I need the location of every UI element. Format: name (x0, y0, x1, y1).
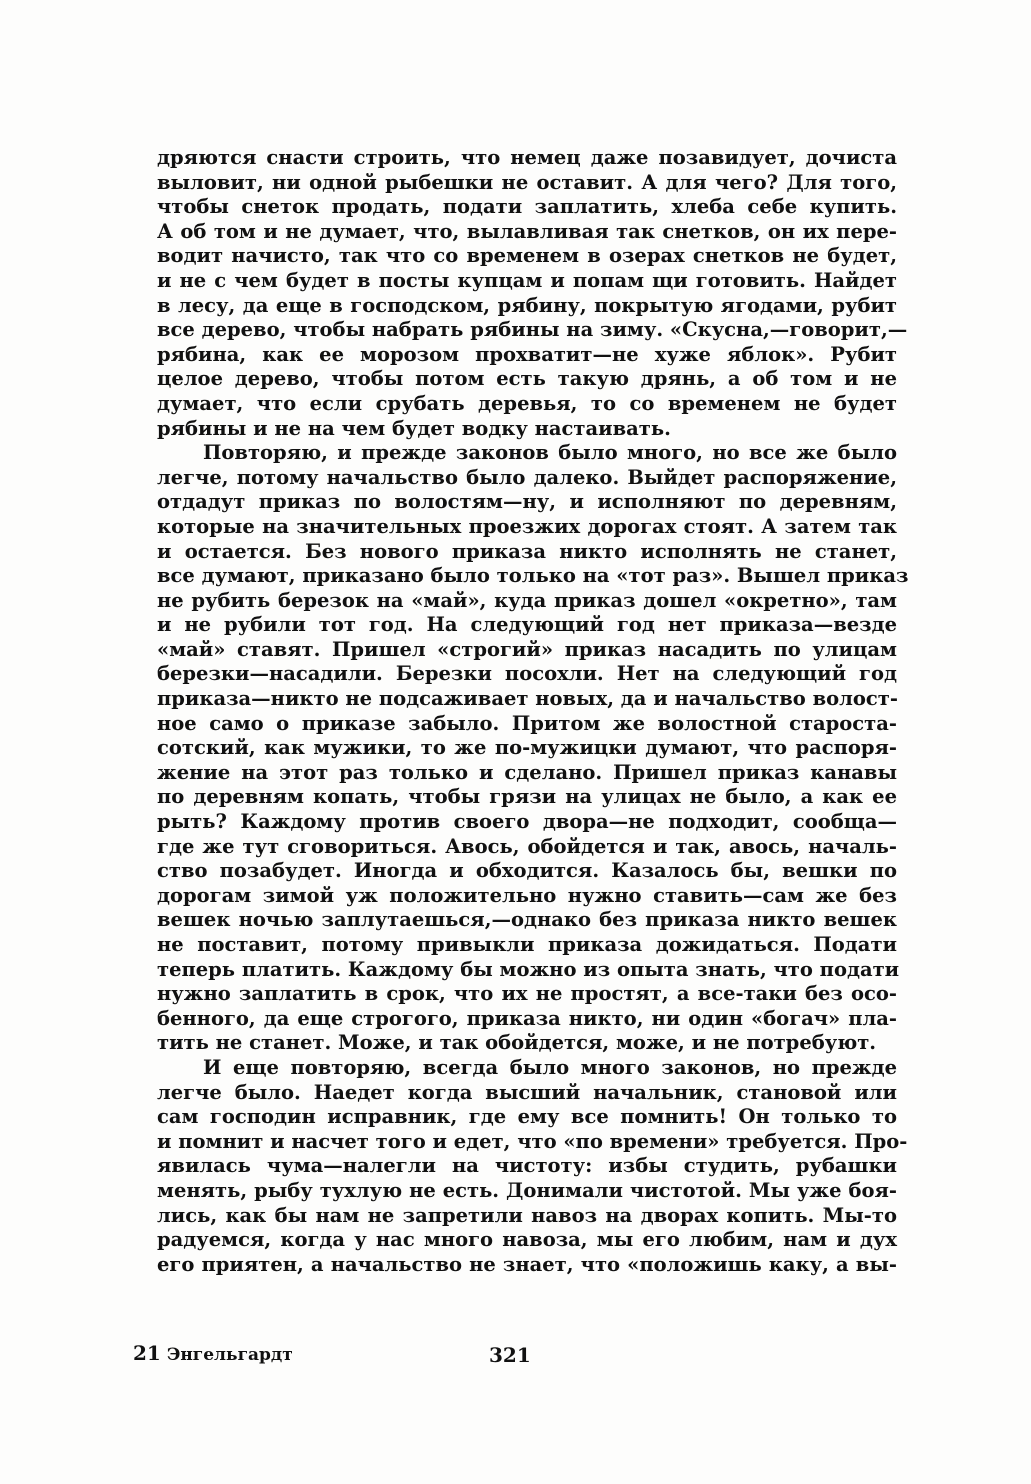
text-line: Повторяю, и прежде законов было много, но все же было (203, 441, 897, 465)
text-line: и не рубили тот год. На следующий год нет приказа—везде (157, 613, 897, 637)
text-line: водит начисто, так что со временем в озерах снетков не будет, (157, 244, 897, 268)
text-line: нужно заплатить в срок, что их не простят, а все-таки без осо- (157, 982, 897, 1006)
text-line: и не с чем будет в посты купцам и попам щи готовить. Найдет (157, 268, 897, 292)
text-line: вешек ночью заплутаешься,—однако без приказа никто вешек (157, 908, 897, 932)
text-line: и остается. Без нового приказа никто исполнять не станет, (157, 539, 897, 563)
page-footer (0, 1340, 1031, 1370)
text-line: сотский, как мужики, то же по-мужицки думают, что распоря- (157, 736, 897, 760)
text-line: менять, рыбу тухлую не есть. Донимали чистотой. Мы уже боя- (157, 1178, 897, 1202)
text-line: легче, потому начальство было далеко. Выйдет распоряжение, (157, 465, 897, 489)
page-number: 321 (489, 1343, 531, 1367)
text-line: лись, как бы нам не запретили навоз на дворах копить. Мы-то (157, 1203, 897, 1227)
text-line: жение на этот раз только и сделано. Пришел приказ канавы (157, 760, 897, 784)
text-line: чтобы снеток продать, подати заплатить, хлеба себе купить. (157, 195, 897, 219)
text-line: радуемся, когда у нас много навоза, мы его любим, нам и дух (157, 1228, 897, 1252)
text-line: думает, что если срубать деревья, то со временем не будет (157, 391, 897, 415)
text-line: где же тут сговориться. Авось, обойдется и так, авось, началь- (157, 834, 897, 858)
text-line: и помнит и насчет того и едет, что «по времени» требуется. Про- (157, 1129, 908, 1153)
text-line: дорогам зимой уж положительно нужно ставить—сам же без (157, 883, 897, 907)
text-line: не поставит, потому привыкли приказа дожидаться. Подати (157, 933, 897, 956)
text-line: в лесу, да еще в господском, рябину, покрытую ягодами, рубит (157, 293, 897, 317)
text-line: рыть? Каждому против своего двора—не подходит, сообща— (157, 810, 897, 834)
text-line: легче было. Наедет когда высший начальник, становой или (157, 1080, 897, 1104)
text-line: не рубить березок на «май», куда приказ дошел «окретно», там (157, 588, 897, 612)
text-line: явилась чума—налегли на чистоту: избы студить, рубашки (157, 1154, 897, 1178)
signature-name: Энгельгардт (166, 1345, 293, 1365)
text-line: тить не станет. Може, и так обойдется, може, и не потребуют. (157, 1031, 877, 1055)
text-line: «май» ставят. Пришел «строгий» приказ насадить по улицам (157, 637, 897, 661)
text-line: по деревням копать, чтобы грязи на улицах не было, а как ее (157, 785, 897, 809)
signature-number: 21 (133, 1341, 161, 1365)
text-line: бенного, да еще строгого, приказа никто, ни один «богач» пла- (157, 1006, 897, 1030)
text-line: теперь платить. Каждому бы можно из опыта знать, что подати (157, 957, 900, 981)
text-line: которые на значительных проезжих дорогах стоят. А затем так (157, 514, 897, 538)
text-line: И еще повторяю, всегда было много законов, но прежде (203, 1055, 897, 1079)
text-line: рябина, как ее морозом прохватит—не хуже яблок». Рубит (157, 342, 897, 366)
text-line: отдадут приказ по волостям—ну, и исполняют по деревням, (157, 490, 897, 514)
text-line: рябины и не на чем будет водку настаивать. (157, 416, 671, 440)
text-line: дряются снасти строить, что немец даже позавидует, дочиста (157, 146, 897, 169)
text-line: сам господин исправник, где ему все помнить! Он только то (157, 1105, 897, 1129)
text-line: все думают, приказано было только на «тот раз». Вышел приказ (157, 564, 909, 588)
printer-signature (133, 1340, 293, 1368)
text-line: приказа—никто не подсаживает новых, да и начальство волост- (157, 687, 898, 711)
text-line: ство позабудет. Иногда и обходится. Казалось бы, вешки по (157, 859, 897, 883)
text-line: ное само о приказе забыло. Притом же волостной староста- (157, 711, 897, 735)
text-line: березки—насадили. Березки посохли. Нет на следующий год (157, 662, 897, 686)
text-line: выловит, ни одной рыбешки не оставит. А для чего? Для того, (157, 170, 897, 194)
text-line: все дерево, чтобы набрать рябины на зиму. «Скусна,—говорит,— (157, 318, 908, 342)
text-line: А об том и не думает, что, вылавливая так снетков, он их пере- (157, 219, 897, 243)
body-text (157, 146, 909, 1277)
text-line: целое дерево, чтобы потом есть такую дрянь, а об том и не (157, 367, 897, 391)
text-line: его приятен, а начальство не знает, что «положишь каку, а вы- (157, 1252, 897, 1276)
